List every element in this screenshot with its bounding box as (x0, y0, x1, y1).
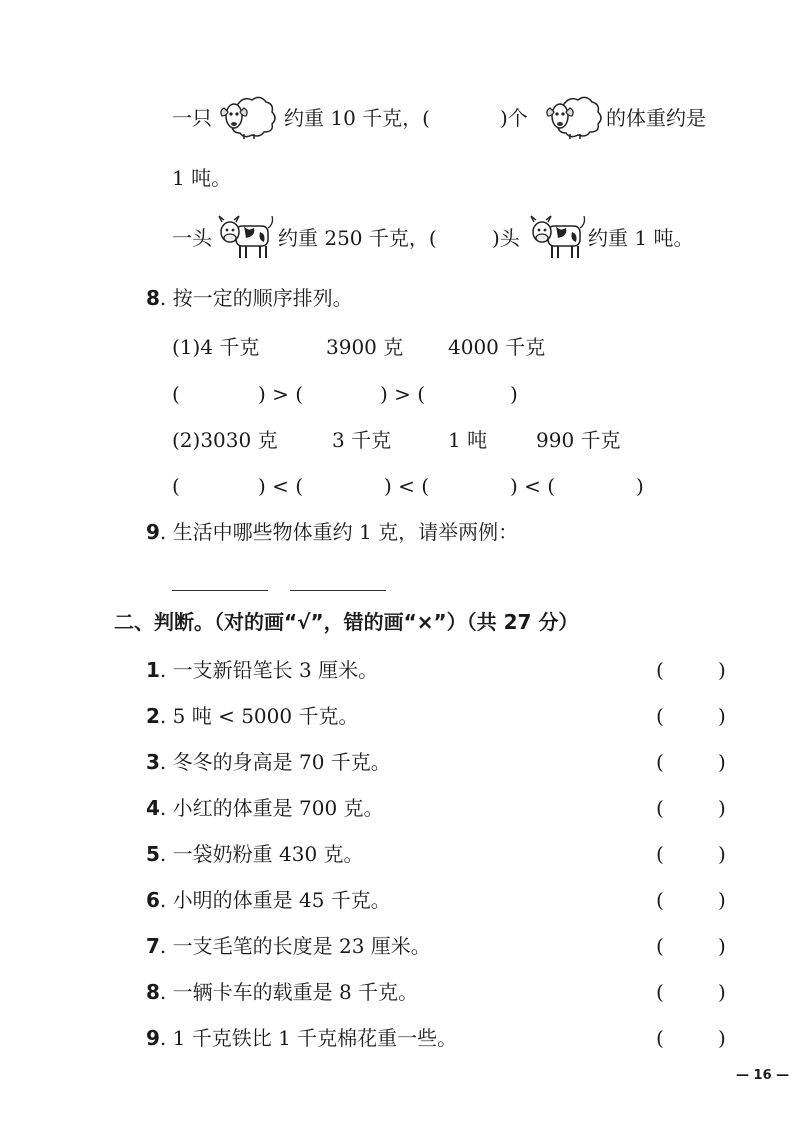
question-text: . 一支新铅笔长 3 厘米。 (159, 658, 379, 682)
sheep-line (172, 108, 212, 128)
sheep-line-blank-close: )个 (500, 106, 528, 130)
question-text: . 一支毛笔的长度是 23 厘米。 (159, 934, 431, 958)
answer-slot: ) < ( (384, 474, 430, 498)
sheep-line-text: 约重 10 千克，( (284, 106, 430, 130)
cow-line-end: 约重 1 吨。 (588, 226, 694, 250)
answer-slot: ) < ( (510, 474, 556, 498)
answer-paren-open[interactable]: ( (656, 796, 664, 820)
question-number: 8 (146, 980, 160, 1004)
judgement-item (146, 706, 358, 726)
answer-slot: ) < ( (258, 474, 304, 498)
answer-paren-open[interactable]: ( (656, 1026, 664, 1050)
question-8 (146, 288, 353, 308)
question-text: . 5 吨 < 5000 千克。 (159, 704, 359, 728)
question-number: 9 (146, 520, 160, 544)
answer-paren-close: ) (718, 704, 726, 728)
question-number: 3 (146, 750, 160, 774)
question-number: 2 (146, 704, 160, 728)
question-number: 9 (146, 1026, 160, 1050)
answer-slot: ) > ( (258, 382, 304, 406)
question-number: 8 (146, 286, 160, 310)
part-1-item: 4000 千克 (448, 335, 546, 359)
answer-slot: ) (510, 382, 518, 406)
answer-paren-close: ) (718, 888, 726, 912)
answer-paren-open[interactable]: ( (656, 888, 664, 912)
answer-paren-close: ) (718, 934, 726, 958)
question-text: . 一袋奶粉重 430 克。 (159, 842, 364, 866)
answer-blank[interactable] (172, 590, 268, 591)
sheep-icon (218, 94, 278, 140)
question-9 (146, 522, 518, 542)
cow-line-blank-close: )头 (492, 226, 520, 250)
part-2-item: 990 千克 (536, 428, 621, 452)
part-1-label: (1)4 千克 (172, 335, 260, 359)
judgement-item (146, 982, 418, 1002)
answer-paren-open[interactable]: ( (656, 750, 664, 774)
question-number: 7 (146, 934, 160, 958)
answer-paren-open[interactable]: ( (656, 934, 664, 958)
question-text: . 小明的体重是 45 千克。 (159, 888, 391, 912)
page-number: — 16 — (736, 1068, 790, 1083)
answer-paren-open[interactable]: ( (656, 704, 664, 728)
question-text: . 一辆卡车的载重是 8 千克。 (159, 980, 419, 1004)
judgement-item (146, 798, 384, 818)
question-text: . 按一定的顺序排列。 (159, 286, 353, 310)
answer-slot: ( (172, 382, 180, 406)
question-text: . 冬冬的身高是 70 千克。 (159, 750, 391, 774)
question-text: . 1 千克铁比 1 千克棉花重一些。 (159, 1026, 458, 1050)
sheep-line-wrap: 1 吨。 (172, 166, 232, 190)
question-text: . 生活中哪些物体重约 1 克，请举两例： (159, 520, 519, 544)
answer-slot: ( (172, 474, 180, 498)
answer-slot: ) > ( (380, 382, 426, 406)
question-number: 5 (146, 842, 160, 866)
question-number: 4 (146, 796, 160, 820)
sheep-line-prefix: 一只 (172, 106, 212, 130)
part-2-item: 3 千克 (332, 428, 392, 452)
answer-paren-open[interactable]: ( (656, 980, 664, 1004)
answer-paren-open[interactable]: ( (656, 842, 664, 866)
judgement-item (146, 1028, 457, 1048)
judgement-item (146, 890, 391, 910)
answer-paren-close: ) (718, 796, 726, 820)
sheep-line-end: 的体重约是 (606, 106, 706, 130)
answer-paren-close: ) (718, 658, 726, 682)
judgement-item (146, 752, 391, 772)
answer-slot: ) (636, 474, 644, 498)
part-1-item: 3900 克 (326, 335, 404, 359)
answer-paren-close: ) (718, 1026, 726, 1050)
part-2-item: 1 吨 (448, 428, 488, 452)
question-number: 6 (146, 888, 160, 912)
cow-line-prefix: 一头 (172, 226, 212, 250)
section-heading: 二、判断。（对的画“√”，错的画“×”）（共 27 分） (114, 610, 579, 634)
question-text: . 小红的体重是 700 克。 (159, 796, 384, 820)
cow-icon (528, 212, 586, 260)
answer-paren-close: ) (718, 842, 726, 866)
answer-blank[interactable] (290, 590, 386, 591)
answer-paren-open[interactable]: ( (656, 658, 664, 682)
cow-icon (216, 212, 274, 260)
answer-paren-close: ) (718, 980, 726, 1004)
sheep-icon (544, 94, 604, 140)
cow-line-text: 约重 250 千克，( (278, 226, 437, 250)
answer-paren-close: ) (718, 750, 726, 774)
judgement-item (146, 660, 378, 680)
judgement-item (146, 936, 431, 956)
judgement-item (146, 844, 364, 864)
question-number: 1 (146, 658, 160, 682)
part-2-label: (2)3030 克 (172, 428, 278, 452)
